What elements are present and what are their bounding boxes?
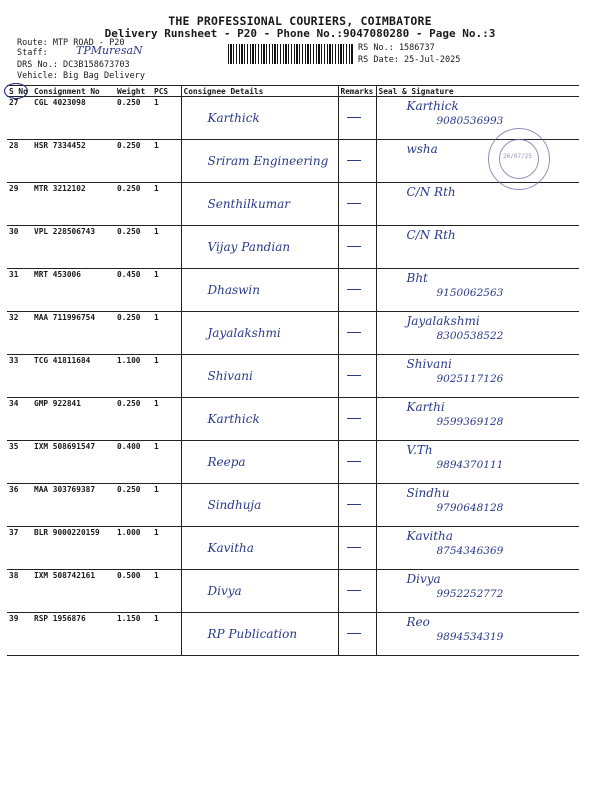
row-consignee xyxy=(181,398,338,441)
row-remarks xyxy=(338,312,376,355)
remarks-dash xyxy=(347,418,361,419)
row-sno: 33 xyxy=(7,355,32,398)
row-remarks xyxy=(338,441,376,484)
row-remarks xyxy=(338,484,376,527)
row-consignment-no: CGL 4023098 xyxy=(32,97,115,140)
remarks-dash xyxy=(347,590,361,591)
row-pcs: 1 xyxy=(152,441,181,484)
row-pcs: 1 xyxy=(152,355,181,398)
seal-phone: 9150062563 xyxy=(436,287,504,299)
row-pcs: 1 xyxy=(152,398,181,441)
row-consignment-no: MAA 711996754 xyxy=(32,312,115,355)
row-consignee xyxy=(181,484,338,527)
remarks-dash xyxy=(347,289,361,290)
table-row xyxy=(7,398,579,441)
row-pcs: 1 xyxy=(152,613,181,656)
row-consignment-no: IXM 508742161 xyxy=(32,570,115,613)
col-sno: S No xyxy=(7,86,32,97)
consignee-handwriting: Karthick xyxy=(207,111,260,125)
remarks-dash xyxy=(347,160,361,161)
row-consignment-no: VPL 228506743 xyxy=(32,226,115,269)
col-remarks: Remarks xyxy=(338,86,376,97)
row-remarks xyxy=(338,97,376,140)
table-row xyxy=(7,613,579,656)
row-seal-signature xyxy=(376,398,579,441)
row-sno: 36 xyxy=(7,484,32,527)
table-row xyxy=(7,484,579,527)
row-consignee xyxy=(181,312,338,355)
table-row xyxy=(7,226,579,269)
seal-phone: 8300538522 xyxy=(436,330,504,342)
table-row xyxy=(7,355,579,398)
row-consignee xyxy=(181,226,338,269)
table-header-row xyxy=(7,86,579,97)
row-consignee xyxy=(181,140,338,183)
row-sno: 39 xyxy=(7,613,32,656)
route-text: Route: MTP ROAD - P20 xyxy=(17,38,125,48)
seal-handwriting: Reo xyxy=(406,615,430,629)
row-remarks xyxy=(338,355,376,398)
row-consignment-no: MAA 303769387 xyxy=(32,484,115,527)
delivery-stamp: 26/07/25 xyxy=(488,128,550,190)
seal-handwriting: Sindhu xyxy=(406,486,450,500)
vehicle-text: Vehicle: Big Bag Delivery xyxy=(17,71,145,81)
row-consignee xyxy=(181,183,338,226)
row-weight: 1.150 xyxy=(115,613,152,656)
seal-handwriting: Karthi xyxy=(406,400,445,414)
runsheet-subtitle: Delivery Runsheet - P20 - Phone No.:9047080280 - Page No.:3 xyxy=(104,27,496,40)
remarks-dash xyxy=(347,332,361,333)
seal-handwriting: Karthick xyxy=(406,99,459,113)
consignee-handwriting: RP Publication xyxy=(207,627,298,641)
seal-handwriting: C/N Rth xyxy=(406,185,456,199)
row-consignee xyxy=(181,570,338,613)
row-weight: 0.250 xyxy=(115,183,152,226)
consignee-handwriting: Divya xyxy=(207,584,242,598)
consignee-handwriting: Vijay Pandian xyxy=(207,240,291,254)
row-consignee xyxy=(181,97,338,140)
row-weight: 0.450 xyxy=(115,269,152,312)
staff-name: TPMuresaN xyxy=(76,44,143,57)
row-consignment-no: MTR 3212102 xyxy=(32,183,115,226)
seal-handwriting: Bht xyxy=(406,271,428,285)
consignee-handwriting: Sriram Engineering xyxy=(207,154,329,168)
seal-handwriting: Kavitha xyxy=(406,529,453,543)
row-sno: 29 xyxy=(7,183,32,226)
row-seal-signature xyxy=(376,484,579,527)
consignee-handwriting: Kavitha xyxy=(207,541,254,555)
consignee-handwriting: Shivani xyxy=(207,369,253,383)
barcode xyxy=(228,44,353,64)
table-row xyxy=(7,527,579,570)
row-consignment-no: MRT 453006 xyxy=(32,269,115,312)
row-consignee xyxy=(181,269,338,312)
table-row xyxy=(7,183,579,226)
row-consignment-no: GMP 922841 xyxy=(32,398,115,441)
row-seal-signature xyxy=(376,97,579,140)
row-remarks xyxy=(338,527,376,570)
row-seal-signature xyxy=(376,441,579,484)
remarks-dash xyxy=(347,117,361,118)
row-weight: 0.250 xyxy=(115,484,152,527)
consignee-handwriting: Sindhuja xyxy=(207,498,262,512)
row-remarks xyxy=(338,613,376,656)
row-remarks xyxy=(338,226,376,269)
row-consignment-no: BLR 9000220159 xyxy=(32,527,115,570)
row-sno: 30 xyxy=(7,226,32,269)
col-consignment: Consignment No xyxy=(32,86,115,97)
seal-phone: 8754346369 xyxy=(436,545,504,557)
row-consignment-no: TCG 41811684 xyxy=(32,355,115,398)
row-weight: 0.250 xyxy=(115,398,152,441)
row-pcs: 1 xyxy=(152,484,181,527)
remarks-dash xyxy=(347,504,361,505)
row-sno: 34 xyxy=(7,398,32,441)
row-remarks xyxy=(338,140,376,183)
row-pcs: 1 xyxy=(152,527,181,570)
consignee-handwriting: Jayalakshmi xyxy=(207,326,281,340)
seal-handwriting: wsha xyxy=(406,142,438,156)
row-pcs: 1 xyxy=(152,269,181,312)
row-sno: 31 xyxy=(7,269,32,312)
row-pcs: 1 xyxy=(152,312,181,355)
row-remarks xyxy=(338,398,376,441)
col-weight: Weight xyxy=(115,86,152,97)
row-consignee xyxy=(181,355,338,398)
row-pcs: 1 xyxy=(152,226,181,269)
consignee-handwriting: Senthilkumar xyxy=(207,197,291,211)
row-seal-signature xyxy=(376,183,579,226)
remarks-dash xyxy=(347,375,361,376)
row-sno: 38 xyxy=(7,570,32,613)
table-row xyxy=(7,269,579,312)
seal-handwriting: Jayalakshmi xyxy=(406,314,480,328)
row-seal-signature xyxy=(376,527,579,570)
row-weight: 1.100 xyxy=(115,355,152,398)
col-pcs: PCS xyxy=(152,86,181,97)
row-seal-signature xyxy=(376,570,579,613)
row-consignment-no: IXM 508691547 xyxy=(32,441,115,484)
table-row xyxy=(7,312,579,355)
row-consignee xyxy=(181,441,338,484)
row-sno: 27 xyxy=(7,97,32,140)
seal-phone: 9894534319 xyxy=(436,631,504,643)
table-row xyxy=(7,570,579,613)
row-weight: 0.250 xyxy=(115,312,152,355)
row-remarks xyxy=(338,570,376,613)
seal-phone: 9025117126 xyxy=(436,373,504,385)
seal-handwriting: Divya xyxy=(406,572,441,586)
row-weight: 0.400 xyxy=(115,441,152,484)
remarks-dash xyxy=(347,203,361,204)
row-remarks xyxy=(338,269,376,312)
table-row xyxy=(7,441,579,484)
row-pcs: 1 xyxy=(152,570,181,613)
row-consignment-no: HSR 7334452 xyxy=(32,140,115,183)
seal-phone: 9894370111 xyxy=(436,459,504,471)
row-pcs: 1 xyxy=(152,183,181,226)
row-seal-signature xyxy=(376,226,579,269)
seal-handwriting: Shivani xyxy=(406,357,452,371)
row-pcs: 1 xyxy=(152,140,181,183)
row-seal-signature xyxy=(376,269,579,312)
consignee-handwriting: Dhaswin xyxy=(207,283,260,297)
row-sno: 37 xyxy=(7,527,32,570)
drs-number: DRS No.: DC3B158673703 xyxy=(17,60,130,70)
row-remarks xyxy=(338,183,376,226)
row-sno: 35 xyxy=(7,441,32,484)
row-weight: 0.250 xyxy=(115,97,152,140)
row-consignment-no: RSP 1956876 xyxy=(32,613,115,656)
staff-label: Staff: xyxy=(17,48,48,58)
col-consignee: Consignee Details xyxy=(181,86,338,97)
row-consignee xyxy=(181,527,338,570)
remarks-dash xyxy=(347,547,361,548)
row-weight: 0.250 xyxy=(115,226,152,269)
row-seal-signature xyxy=(376,355,579,398)
seal-phone: 9080536993 xyxy=(436,115,504,127)
seal-phone: 9790648128 xyxy=(436,502,504,514)
remarks-dash xyxy=(347,461,361,462)
row-pcs: 1 xyxy=(152,97,181,140)
rs-number: RS No.: 1586737 xyxy=(358,43,435,53)
seal-handwriting: C/N Rth xyxy=(406,228,456,242)
col-seal: Seal & Signature xyxy=(376,86,579,97)
row-consignee xyxy=(181,613,338,656)
row-weight: 0.250 xyxy=(115,140,152,183)
row-sno: 32 xyxy=(7,312,32,355)
remarks-dash xyxy=(347,246,361,247)
row-sno: 28 xyxy=(7,140,32,183)
consignee-handwriting: Reepa xyxy=(207,455,246,469)
seal-handwriting: V.Th xyxy=(406,443,433,457)
row-weight: 1.000 xyxy=(115,527,152,570)
company-title: THE PROFESSIONAL COURIERS, COIMBATORE xyxy=(168,14,432,28)
seal-phone: 9952252772 xyxy=(436,588,504,600)
rs-date: RS Date: 25-Jul-2025 xyxy=(358,55,461,65)
remarks-dash xyxy=(347,633,361,634)
row-weight: 0.500 xyxy=(115,570,152,613)
row-seal-signature xyxy=(376,613,579,656)
row-seal-signature xyxy=(376,312,579,355)
seal-phone: 9599369128 xyxy=(436,416,504,428)
consignee-handwriting: Karthick xyxy=(207,412,260,426)
table-row xyxy=(7,97,579,140)
